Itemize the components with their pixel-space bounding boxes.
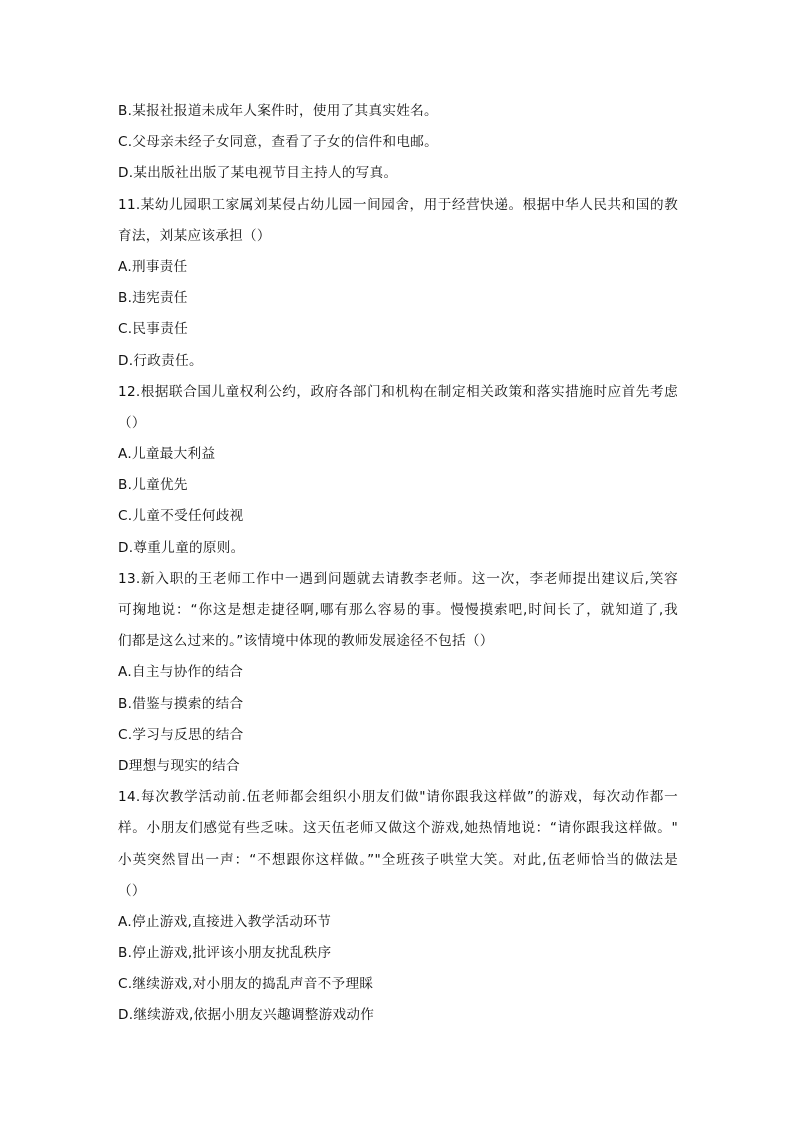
text-line: C.儿童不受任何歧视 <box>118 508 244 525</box>
text-line: B.某报社报道未成年人案件时，使用了其真实姓名。 <box>118 103 438 119</box>
question-stem <box>118 787 678 912</box>
text-line: 可掬地说：“你这是想走捷径啊,哪有那么容易的事。慢慢摸索吧,时间长了，就知道了,我 <box>118 602 678 618</box>
text-line: C.学习与反思的结合 <box>118 726 244 743</box>
text-line: A.刑事责任 <box>118 258 188 275</box>
answer-option <box>118 163 678 194</box>
text-line: 11.某幼儿园职工家属刘某侵占幼儿园一间园舍，用于经营快递。根据中华人民共和国的教 <box>118 196 678 213</box>
answer-option <box>118 1005 678 1036</box>
question-stem <box>118 195 678 257</box>
question-stem <box>118 569 678 663</box>
text-line: A.停止游戏,直接进入教学活动环节 <box>118 913 332 930</box>
text-line: （） <box>118 882 146 899</box>
answer-option <box>118 725 678 756</box>
answer-option <box>118 912 678 943</box>
text-line: C.民事责任 <box>118 321 188 338</box>
answer-option <box>118 506 678 537</box>
answer-option <box>118 694 678 725</box>
text-line: 13.新入职的王老师工作中一遇到问题就去请教李老师。这一次，李老师提出建议后,笑容 <box>118 570 678 587</box>
answer-option <box>118 101 678 132</box>
answer-option <box>118 475 678 506</box>
answer-option <box>118 756 678 787</box>
answer-option <box>118 257 678 288</box>
text-line: 育法，刘某应该承担（） <box>118 227 271 244</box>
text-line: D.某出版社出版了某电视节目主持人的写真。 <box>118 165 398 182</box>
text-line: 12.根据联合国儿童权利公约，政府各部门和机构在制定相关政策和落实措施时应首先考虑 <box>118 383 678 400</box>
text-line: B.违宪责任 <box>118 290 188 307</box>
answer-option <box>118 351 678 382</box>
text-line: C.父母亲未经子女同意，查看了子女的信件和电邮。 <box>118 134 439 151</box>
text-line: A.自主与协作的结合 <box>118 664 244 681</box>
document-body <box>118 101 678 1037</box>
text-line: 们都是这么过来的。”该情境中体现的教师发展途径不包括（） <box>118 633 494 650</box>
answer-option <box>118 444 678 475</box>
answer-option <box>118 319 678 350</box>
text-line: B.借鉴与摸索的结合 <box>118 695 244 712</box>
text-line: 样。小朋友们感觉有些乏味。这天伍老师又做这个游戏,她热情地说：“请你跟我这样做。" <box>118 820 678 837</box>
text-line: 14.每次教学活动前.伍老师都会组织小朋友们做"请你跟我这样做”的游戏，每次动作都一 <box>118 789 678 806</box>
text-line: D.尊重儿童的原则。 <box>118 539 245 556</box>
text-line: B.儿童优先 <box>118 477 188 494</box>
answer-option <box>118 132 678 163</box>
answer-option <box>118 943 678 974</box>
text-line: D.行政责任。 <box>118 352 203 369</box>
text-line: 小英突然冒出一声：“不想跟你这样做。”"全班孩子哄堂大笑。对此,伍老师恰当的做法是 <box>118 851 678 868</box>
text-line: A.儿童最大利益 <box>118 446 216 463</box>
text-line: B.停止游戏,批评该小朋友扰乱秩序 <box>118 945 332 962</box>
text-line: D.继续游戏,依据小朋友兴趣调整游戏动作 <box>118 1007 375 1024</box>
answer-option <box>118 662 678 693</box>
answer-option <box>118 538 678 569</box>
answer-option <box>118 288 678 319</box>
answer-option <box>118 974 678 1005</box>
text-line: D理想与现实的结合 <box>118 757 240 774</box>
text-line: （） <box>118 414 146 431</box>
text-line: C.继续游戏,对小朋友的捣乱声音不予理睬 <box>118 976 374 993</box>
question-stem <box>118 382 678 444</box>
